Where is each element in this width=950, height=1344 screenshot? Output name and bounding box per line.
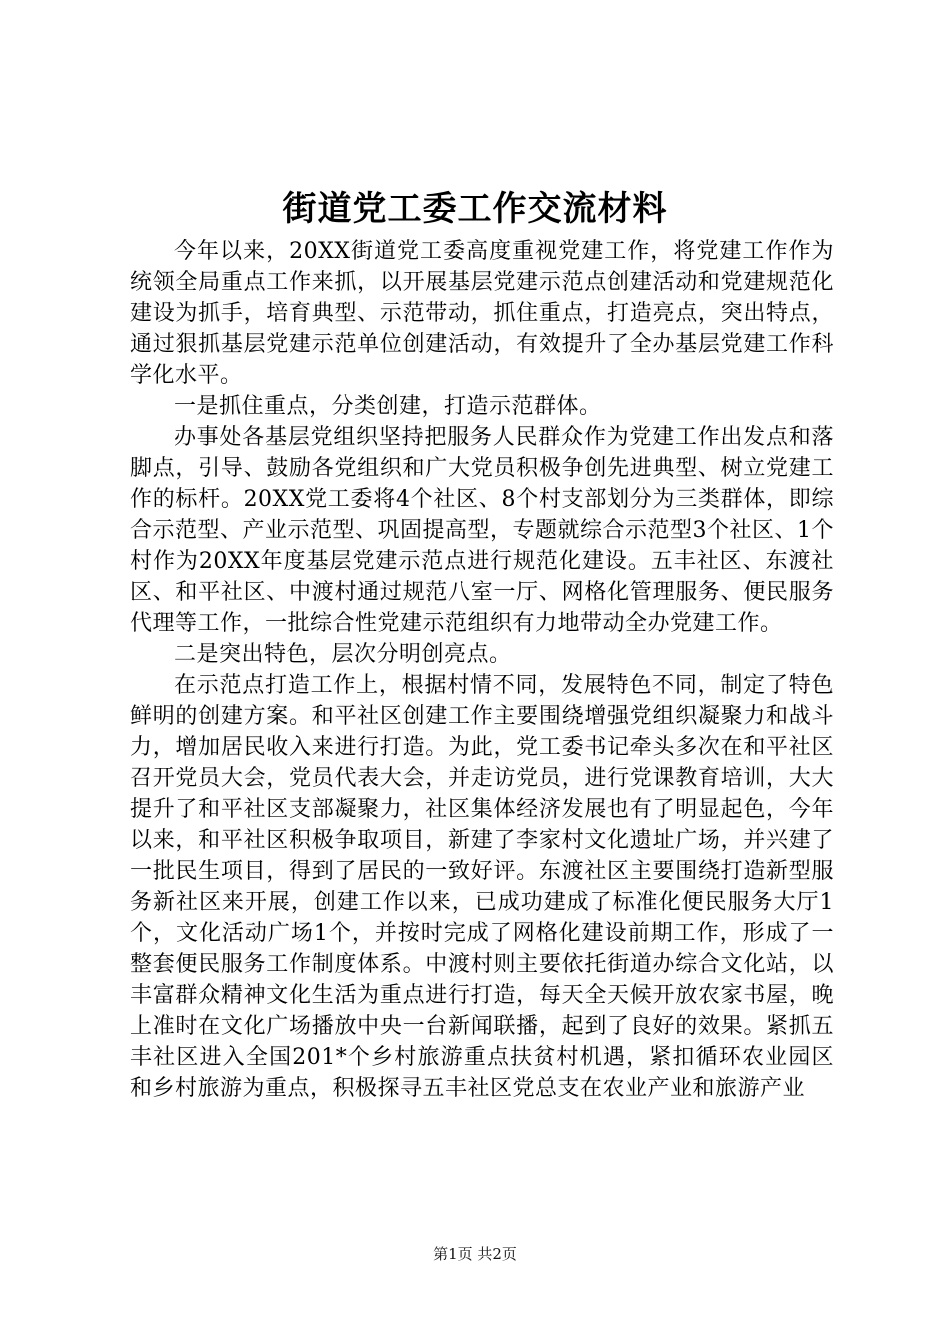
document-title: 街道党工委工作交流材料 bbox=[282, 189, 668, 229]
paragraph-heading-2: 二是突出特色，层次分明创亮点。 bbox=[174, 642, 512, 667]
page-number-label: 第1页 共2页 bbox=[433, 1245, 517, 1263]
paragraph-intro: 今年以来，20XX街道党工委高度重视党建工作，将党建工作作为统领全局重点工作来抓，以开展基层党建示范点创建活动和党建规范化建设为抓手，培育典型、示范带动，抓住重点，打造亮点，突出特点，通过狠抓基层党建示范单位创建活动，有效提升了全办基层党建工作科学化水平。 bbox=[130, 239, 834, 388]
paragraph-section-1: 办事处各基层党组织坚持把服务人民群众作为党建工作出发点和落脚点，引导、鼓励各党组织和广大党员积极争创先进典型、树立党建工作的标杆。20XX党工委将4个社区、8个村支部划分为三类群体，即综合示范型、产业示范型、巩固提高型，专题就综合示范型3个社区、1个村作为20XX年度基层党建示范点进行规范化建设。五丰社区、东渡社区、和平社区、中渡村通过规范八室一厅、网格化管理服务、便民服务代理等工作，一批综合性党建示范组织有力地带动全办党建工作。 bbox=[130, 425, 834, 636]
paragraph-heading-1: 一是抓住重点，分类创建，打造示范群体。 bbox=[174, 394, 602, 419]
document-body bbox=[130, 236, 834, 1104]
paragraph-section-2: 在示范点打造工作上，根据村情不同，发展特色不同，制定了特色鲜明的创建方案。和平社区创建工作主要围绕增强党组织凝聚力和战斗力，增加居民收入来进行打造。为此，党工委书记牵头多次在和平社区召开党员大会，党员代表大会，并走访党员，进行党课教育培训，大大提升了和平社区支部凝聚力，社区集体经济发展也有了明显起色，今年以来，和平社区积极争取项目，新建了李家村文化遗址广场，并兴建了一批民生项目，得到了居民的一致好评。东渡社区主要围绕打造新型服务新社区来开展，创建工作以来，已成功建成了标准化便民服务大厅1个，文化活动广场1个，并按时完成了网格化建设前期工作，形成了一整套便民服务工作制度体系。中渡村则主要依托街道办综合文化站，以丰富群众精神文化生活为重点进行打造，每天全天候开放农家书屋，晚上准时在文化广场播放中央一台新闻联播，起到了良好的效果。紧抓五丰社区进入全国201*个乡村旅游重点扶贫村机遇，紧扣循环农业园区和乡村旅游为重点，积极探寻五丰社区党总支在农业产业和旅游产业 bbox=[130, 673, 834, 1101]
page-footer bbox=[0, 1244, 950, 1264]
